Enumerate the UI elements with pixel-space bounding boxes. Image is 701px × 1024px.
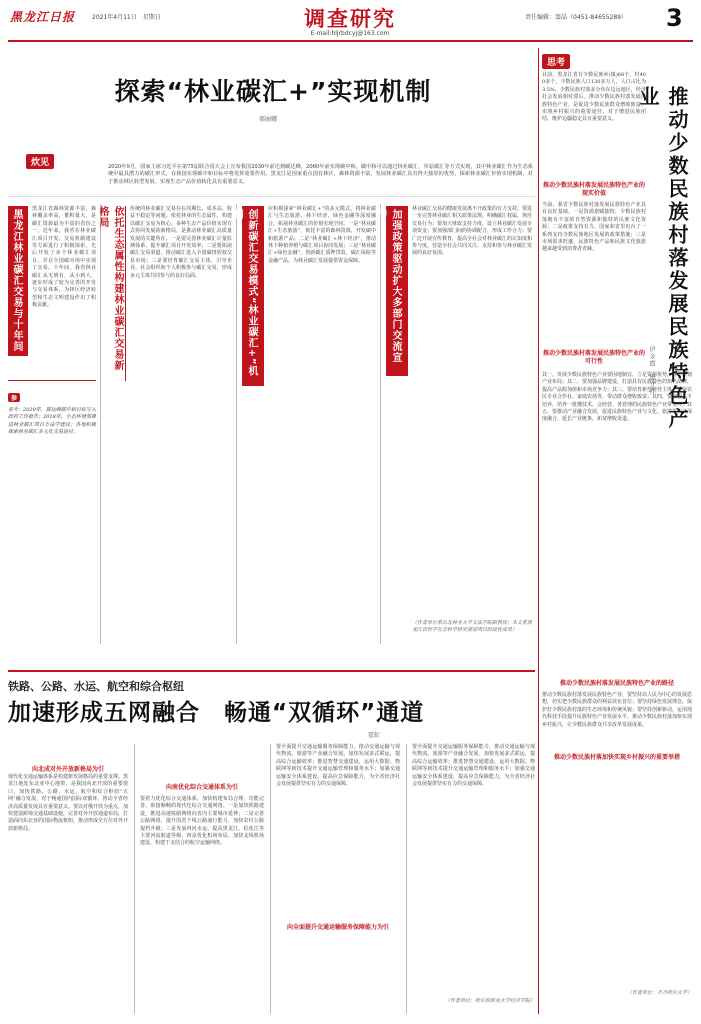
bottom-body-1: 现代化交通运输体系是构建新发展格局的重要支撑。黑龙江地处东北亚中心地带，是我国向北开放的重要窗口，加快铁路、公路、水运、航空和综合枢纽“五网”融合发展，对于畅通国内国际双循环、推动全省经济高质量发展具有重要意义。要以对俄开放为重点，加快建设跨境交通基础设施，完善对外开放通道布局，打造面向东北亚的国际物流枢纽，推动形成全方位对外开放新格局。: [8, 774, 129, 832]
body-column-4: 林业碳汇交易的健康发展离不开政策的有力支持。要进一步完善林业碳汇相关政策法规，明确碳汇权属，规范交易行为；要加大财政支持力度，设立林业碳汇发展专项资金；要加强部门间的协调配合，形成工作合力；要广泛开展宣传教育，提高全社会对林业碳汇的认知度和参与度，营造全社会共同关注、支持和参与林业碳汇发展的良好氛围。: [412, 206, 533, 257]
main-article: [8, 46, 535, 668]
right-body-3: 其一，发展少数民族特色产业要因地制宜，立足资源优势，科学规划产业布局；其二，要加强品牌建设，打造具有民族特色的知名品牌，提高产品附加值和市场竞争力；其三，要培育新型经营主体，发展农民专业合作社、家庭农场等，带动群众增收致富；其四，要加强人才培养，培养一批懂技术、会经营、善管理的民族特色产业带头人；其五，要推动产业融合发展，促进民族特色产业与文化、旅游等产业深度融合，延长产业链条，拓宽增收渠道。: [542, 372, 693, 423]
right-section-head-1: 推动少数民族村落发展民族特色产业的现实价值: [542, 182, 645, 197]
divider: [236, 204, 237, 644]
right-section-head-4: 推动少数民族村落加快实现乡村振兴的重要举措: [542, 752, 692, 761]
right-body-2: 当前，我省少数民族村落发展民族特色产业具有良好基础。一是资源禀赋独特，少数民族村落拥有丰富的自然资源和独特的民族文化资源；二是政策支持有力，国家和省里出台了一系列支持少数民族地区发展的政策措施；三是市场需求旺盛，民族特色产品和民族文化旅游越来越受到消费者青睐。: [542, 202, 646, 253]
masthead: [0, 0, 701, 46]
reference-text: 参考：2020年，碳达峰碳中和目标写入政府工作报告；2018年，生态环境部推进林业碳汇项目方法学建设；各地积极探索林业碳汇多元化交易途径。: [8, 407, 96, 436]
bottom-kicker: 铁路、公路、水运、航空和综合枢纽: [8, 680, 184, 693]
right-affiliation: （作者单位：齐齐哈尔大学）: [626, 990, 692, 996]
issue-date: 2021年4月11日 星期日: [92, 14, 161, 21]
divider: [380, 204, 381, 644]
reference-label-icon: 参: [8, 393, 20, 402]
page-number: 3: [666, 4, 683, 32]
bottom-headline: 加速形成五网融合 畅通“双循环”通道: [8, 700, 425, 726]
section-head-1: 黑龙江林业碳汇交易与十年间: [8, 206, 28, 356]
masthead-rule: [8, 40, 693, 42]
article-tag: 炊见: [26, 154, 54, 169]
article-author: 郝丽娜: [258, 116, 277, 123]
newspaper-logo: 黑龙江日报: [10, 10, 76, 24]
right-body-4: 推动少数民族村落发展民族特色产业，要坚持以人民为中心的发展思想，切实把少数民族群众的利益放在首位；要坚持绿色发展理念，保护好少数民族村落的生态环境和传统风貌；要坚持创新驱动，运用现代科技手段提升民族特色产业发展水平，推动少数民族村落加快实现乡村振兴，让少数民族群众共享改革发展成果。: [542, 692, 693, 728]
bottom-article: [8, 672, 535, 1017]
section-head-4: 加强政策驱动扩大多部门交流宣传: [386, 206, 408, 376]
bottom-section-head-1: 向北成对外开放新格局为引: [31, 766, 104, 773]
bottom-body-4: 要全面提升交通运输服务保障能力，推动交通运输与现代物流、旅游等产业融合发展。加快发展多式联运，提高综合运输效率；推进智慧交通建设，运用大数据、物联网等新技术提升交通运输管理和服务水平；加强交通运输安全体系建设，提高应急保障能力，为全省经济社会发展提供坚实有力的交通保障。: [412, 744, 535, 788]
right-author: 伊金霞 唐守祥: [648, 346, 655, 395]
contact-email: E-mail:hljrbdcyj@163.com: [310, 30, 390, 37]
main-headline: 探索“林业碳汇+”实现机制: [114, 77, 432, 106]
bottom-affiliation: （作者单位：哈尔滨商业大学经济学院）: [444, 998, 535, 1004]
body-column-3: 应积极探索“林业碳汇+”的多元模式，将林业碳汇与生态旅游、林下经济、绿色金融等深度融合，拓展林业碳汇的价值实现空间。一是“林业碳汇+生态旅游”，依托丰富的森林资源，开发碳中和旅游产品；二是“林业碳汇+林下经济”，推动林下种植养殖与碳汇项目协同发展；三是“林业碳汇+绿色金融”，创新碳汇质押贷款、碳汇保险等金融产品，为林业碳汇发展提供资金保障。: [268, 206, 376, 264]
section-head-3: 创新碳汇交易模式“林业碳汇+”机制: [242, 206, 264, 386]
reference-box: [8, 380, 96, 650]
section-title: 调查研究: [304, 7, 396, 31]
right-section-head-3: 推动少数民族村落发展民族特色产业的路径: [559, 680, 674, 687]
divider: [406, 744, 407, 1014]
bottom-author: 霍虹: [368, 732, 381, 739]
lead-rule: [8, 196, 535, 197]
bottom-body-3: 要全面提升交通运输服务保障能力，推动交通运输与现代物流、旅游等产业融合发展。加快发展多式联运，提高综合运输效率；推进智慧交通建设，运用大数据、物联网等新技术提升交通运输管理和服务水平；加强交通运输安全体系建设，提高应急保障能力，为全省经济社会发展提供坚实有力的交通保障。: [276, 744, 400, 788]
article-tag: 思考: [542, 54, 570, 69]
bottom-section-head-3: 向全面提升交通运输服务保障能力为引: [286, 924, 389, 931]
divider: [100, 204, 101, 644]
divider: [134, 744, 135, 1014]
divider: [538, 48, 539, 1014]
section-head-2: 依托生态属性构建林业碳汇交易新格局: [106, 206, 126, 381]
body-column-1: 黑龙江省森林资源丰富，森林覆盖率高，蓄积量大，是碳汇资源最为丰富的省份之一。近年来，我省在林业碳汇项目开发、交易机制建设等方面进行了积极探索，先后开发了多个林业碳汇项目，并在全国碳市场中实现了交易。十年间，我省林业碳汇从无到有，从小到大，逐步形成了较为完善的开发与交易体系，为林区经济转型和生态文明建设作出了积极贡献。: [32, 206, 96, 309]
editor-line: 责任编辑：窦晶（0451-84655289）: [525, 14, 627, 21]
divider: [270, 744, 271, 1014]
right-headline: 推动少数民族村落发展民族特色产业: [636, 86, 689, 431]
bottom-body-2: 要着力优化综合交通体系，加快构建布局合理、功能完善、衔接顺畅的现代化综合交通网络。一是加快铁路建设，推进高速铁路网络向省内主要城市延伸；二是完善公路网络，提升国省干线公路通行能力，加快农村公路提档升级；三是发展内河水运，提高黑龙江、松花江等主要河流航道等级；四是优化机场布局，加快支线机场建设，构建干支结合的航空运输网络。: [140, 796, 264, 847]
right-body-1: 目前，黑龙江省有少数民族乡(镇)68个，村400多个，少数民族人口130多万人，人口占比为3.5%。少数民族村落多分布在边远地区，经济社会发展相对滞后。推动少数民族村落发展民族特色产业，是促进少数民族群众增收致富、实现乡村振兴的重要途径，对于增进民族团结、维护边疆稳定具有重要意义。: [542, 72, 646, 123]
body-column-2: 传统的林业碳汇交易存在周期长、成本高、收益不稳定等问题。依托林业的生态属性，构建以碳汇交易为核心、多种生态产品价值实现方式协同发展的新格局，是推动林业碳汇高质量发展的关键所在。一是要完善林业碳汇计量监测体系，提升碳汇项目开发效率；二是要拓展碳汇交易渠道，推动碳汇进入全国碳排放权交易市场；三是要培育碳汇交易主体，引导企业、社会组织和个人积极参与碳汇交易，形成多元主体共同参与的良好局面。: [130, 206, 232, 279]
right-section-head-2: 推动少数民族村落发展民族特色产业的可行性: [542, 350, 645, 365]
author-affiliation: （作者单位系东北林业大学文法学院副教授；本文系黑龙江省哲学社会科学研究规划项目阶段性成果）: [412, 620, 533, 634]
right-article: [542, 46, 694, 1016]
article-lead: 2020年9月，国家主席习近平在第75届联合国大会上宣布我国2030年前达到碳达峰，2060年前实现碳中和。碳中和可以通过林业碳汇、草原碳汇等方式实现，其中林业碳汇作为生态系统中最具潜力的碳汇形式，在我国实现碳中和目标中将发挥重要作用。黑龙江是国家重点国有林区，森林资源丰富，发展林业碳汇具有得天独厚的优势，探索林业碳汇价值实现机制，对于推动林区转型发展、实现生态产品价值转化具有重要意义。: [108, 164, 533, 185]
bottom-section-head-2: 向南优化综合交通体系为引: [165, 784, 238, 791]
